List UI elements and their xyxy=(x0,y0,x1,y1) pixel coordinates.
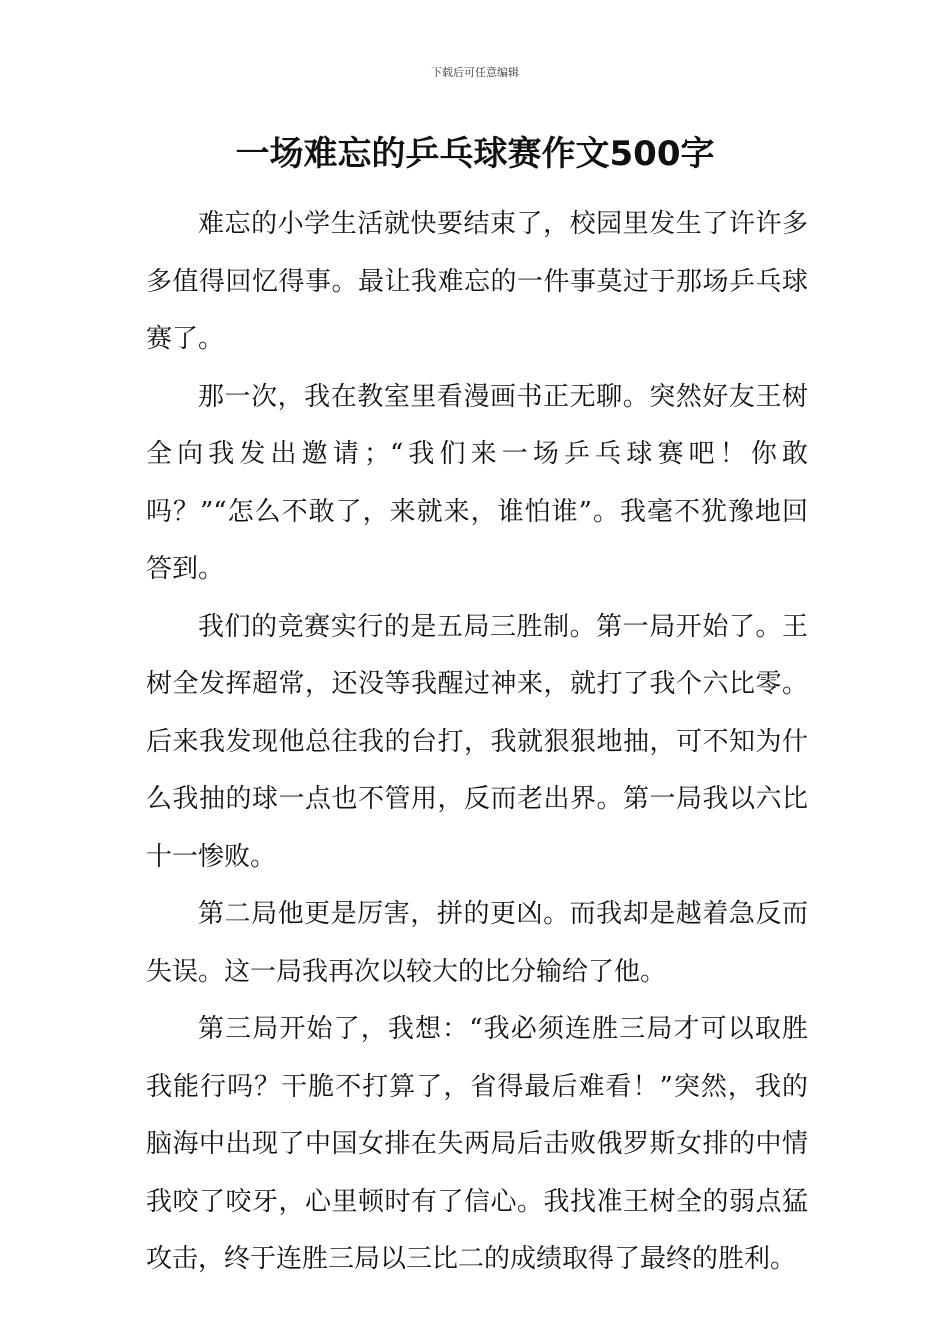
header-note: 下载后可任意编辑 xyxy=(431,66,519,79)
paragraph-5: 第三局开始了，我想：“我必须连胜三局才可以取胜我能行吗？干脆不打算了，省得最后难看！”突然，我的脑海中出现了中国女排在失两局后击败俄罗斯女排的中情我咬了咬牙，心里顿时有了信心。我找准王树全的弱点猛攻击，终于连胜三局以三比二的成绩取得了最终的胜利。 xyxy=(146,1014,808,1274)
paragraph-1: 难忘的小学生活就快要结束了，校园里发生了许许多多值得回忆得事。最让我难忘的一件事莫过于那场乒乓球赛了。 xyxy=(146,209,808,354)
page-title: 一场难忘的乒乓球赛作文500字 xyxy=(235,134,715,174)
paragraph-2: 那一次，我在教室里看漫画书正无聊。突然好友王树全向我发出邀请；“我们来一场乒乓球赛吧！你敢吗？”“怎么不敢了，来就来，谁怕谁”。我毫不犹豫地回答到。 xyxy=(146,381,808,584)
paragraph-3: 我们的竞赛实行的是五局三胜制。第一局开始了。王树全发挥超常，还没等我醒过神来，就打了我个六比零。后来我发现他总往我的台打，我就狠狠地抽，可不知为什么我抽的球一点也不管用，反而老出界。第一局我以六比十一惨败。 xyxy=(146,611,808,872)
essay-body xyxy=(146,196,808,1289)
paragraph-4: 第二局他更是厉害，拼的更凶。而我却是越着急反而失误。这一局我再次以较大的比分输给了他。 xyxy=(146,899,808,987)
